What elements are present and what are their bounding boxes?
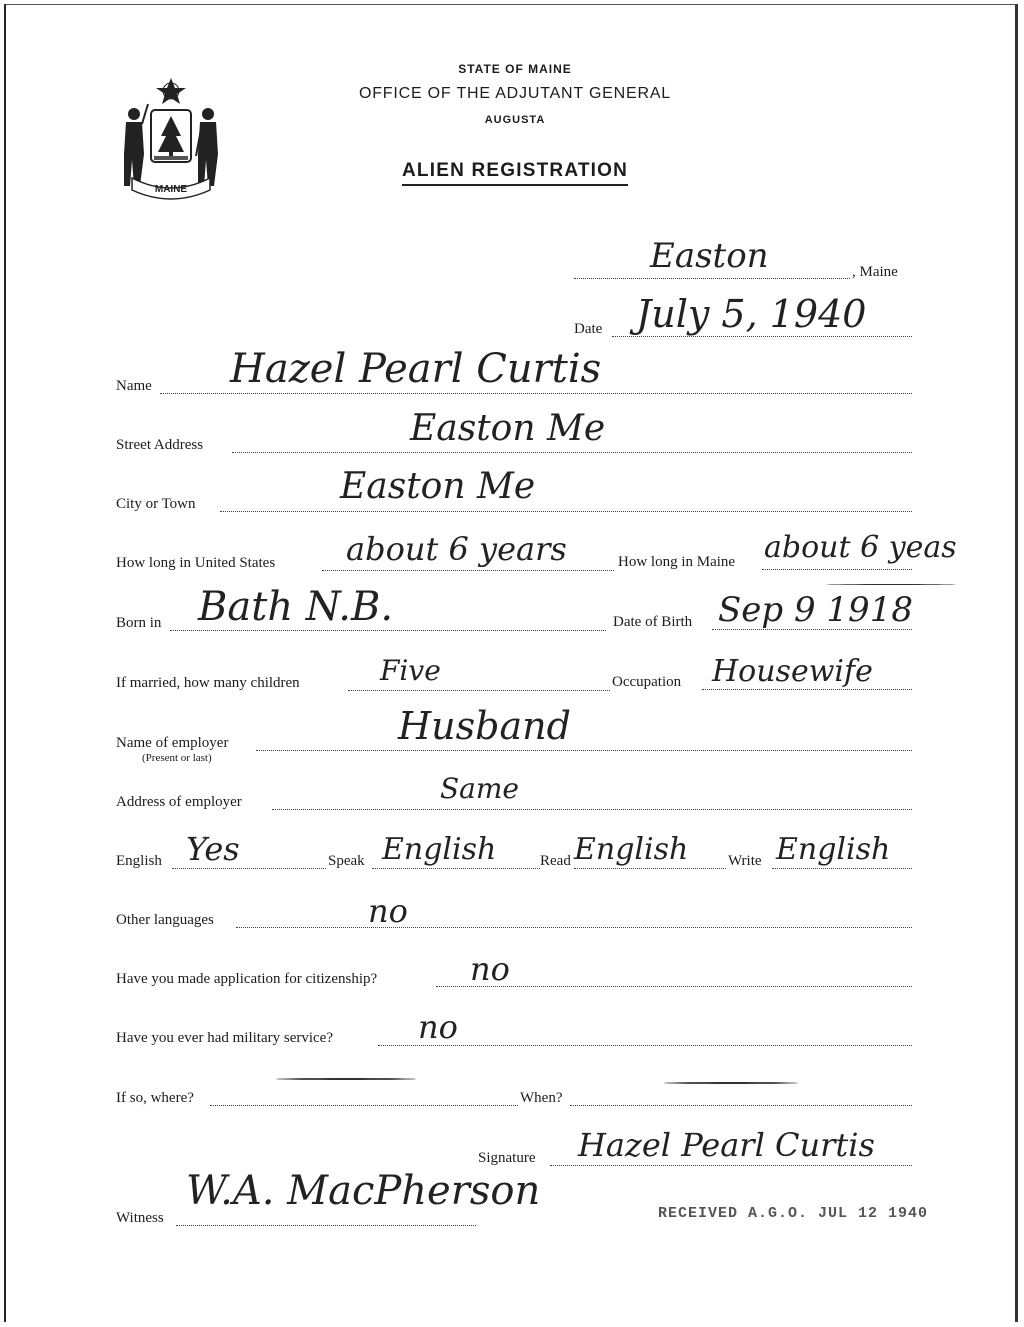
witness-entry: W.A. MacPherson xyxy=(186,1168,541,1214)
children-label: If married, how many children xyxy=(116,675,300,691)
street-address-entry: Easton Me xyxy=(410,408,606,449)
name-label: Name xyxy=(116,378,152,394)
military-entry: no xyxy=(418,1008,458,1046)
occupation-label: Occupation xyxy=(612,674,682,690)
employer-address-entry: Same xyxy=(440,772,519,805)
page-title: ALIEN REGISTRATION xyxy=(300,160,730,182)
witness-line xyxy=(176,1225,476,1226)
street-address-line xyxy=(232,452,912,453)
signature-line xyxy=(550,1165,912,1166)
occupation-line xyxy=(702,689,912,690)
military-label: Have you ever had military service? xyxy=(116,1030,333,1046)
english-line xyxy=(172,868,326,869)
employer-name-entry: Husband xyxy=(398,704,571,748)
write-line xyxy=(772,868,912,869)
office-heading: OFFICE OF THE ADJUTANT GENERAL xyxy=(358,85,672,102)
speak-label: Speak xyxy=(328,853,365,869)
write-entry: English xyxy=(776,832,891,867)
date-entry: July 5, 1940 xyxy=(636,292,867,336)
signature-entry: Hazel Pearl Curtis xyxy=(578,1126,875,1164)
signature-label: Signature xyxy=(478,1150,536,1166)
read-entry: English xyxy=(574,832,689,867)
speak-line xyxy=(372,868,540,869)
born-in-entry: Bath N.B. xyxy=(198,584,394,630)
read-label: Read xyxy=(540,853,571,869)
english-label: English xyxy=(116,853,162,869)
date-of-birth-label: Date of Birth xyxy=(613,614,693,630)
pen-stroke xyxy=(826,584,956,585)
when-label: When? xyxy=(520,1090,563,1106)
write-label: Write xyxy=(728,853,762,869)
employer-address-line xyxy=(272,809,912,810)
children-entry: Five xyxy=(380,654,441,687)
witness-label: Witness xyxy=(116,1210,164,1226)
other-languages-entry: no xyxy=(368,892,408,930)
citizenship-entry: no xyxy=(470,950,510,988)
town-entry: Easton xyxy=(650,236,769,276)
svg-text:MAINE: MAINE xyxy=(154,184,188,195)
if-so-where-label: If so, where? xyxy=(116,1090,194,1106)
employer-name-label: Name of employer xyxy=(116,735,229,751)
children-line xyxy=(348,690,610,691)
english-entry: Yes xyxy=(186,830,240,868)
born-in-line xyxy=(170,630,606,631)
military-line xyxy=(378,1045,912,1046)
name-entry: Hazel Pearl Curtis xyxy=(230,346,602,392)
when-line xyxy=(570,1105,912,1106)
other-languages-label: Other languages xyxy=(116,912,214,928)
city-entry: Easton Me xyxy=(340,466,536,507)
how-long-maine-entry: about 6 yeas xyxy=(764,530,957,565)
date-of-birth-entry: Sep 9 1918 xyxy=(718,590,913,630)
read-line xyxy=(574,868,726,869)
occupation-entry: Housewife xyxy=(712,654,873,689)
how-long-us-entry: about 6 years xyxy=(346,530,567,568)
citizenship-label: Have you made application for citizenship? xyxy=(116,971,378,987)
city-label: City or Town xyxy=(116,496,196,512)
how-long-us-label: How long in United States xyxy=(116,555,276,571)
state-heading: STATE OF MAINE xyxy=(458,62,572,76)
maine-seal-icon xyxy=(118,74,224,200)
received-stamp: RECEIVED A.G.O. JUL 12 1940 xyxy=(658,1205,929,1222)
town-line xyxy=(574,278,850,279)
how-long-us-line xyxy=(322,570,614,571)
date-label: Date xyxy=(574,321,603,337)
street-address-label: Street Address xyxy=(116,437,204,453)
how-long-maine-line xyxy=(762,569,912,570)
speak-entry: English xyxy=(382,832,497,867)
born-in-label: Born in xyxy=(116,615,162,631)
city-line xyxy=(220,511,912,512)
pen-dash-when xyxy=(664,1082,798,1084)
employer-name-line xyxy=(256,750,912,751)
employer-address-label: Address of employer xyxy=(116,794,242,810)
if-so-where-line xyxy=(210,1105,518,1106)
employer-note: (Present or last) xyxy=(142,752,212,764)
name-line xyxy=(160,393,912,394)
other-languages-line xyxy=(236,927,912,928)
date-line xyxy=(612,336,912,337)
pen-dash-where xyxy=(276,1078,416,1080)
maine-suffix: , Maine xyxy=(852,264,898,280)
city-heading: AUGUSTA xyxy=(484,114,546,126)
how-long-maine-label: How long in Maine xyxy=(618,554,736,570)
